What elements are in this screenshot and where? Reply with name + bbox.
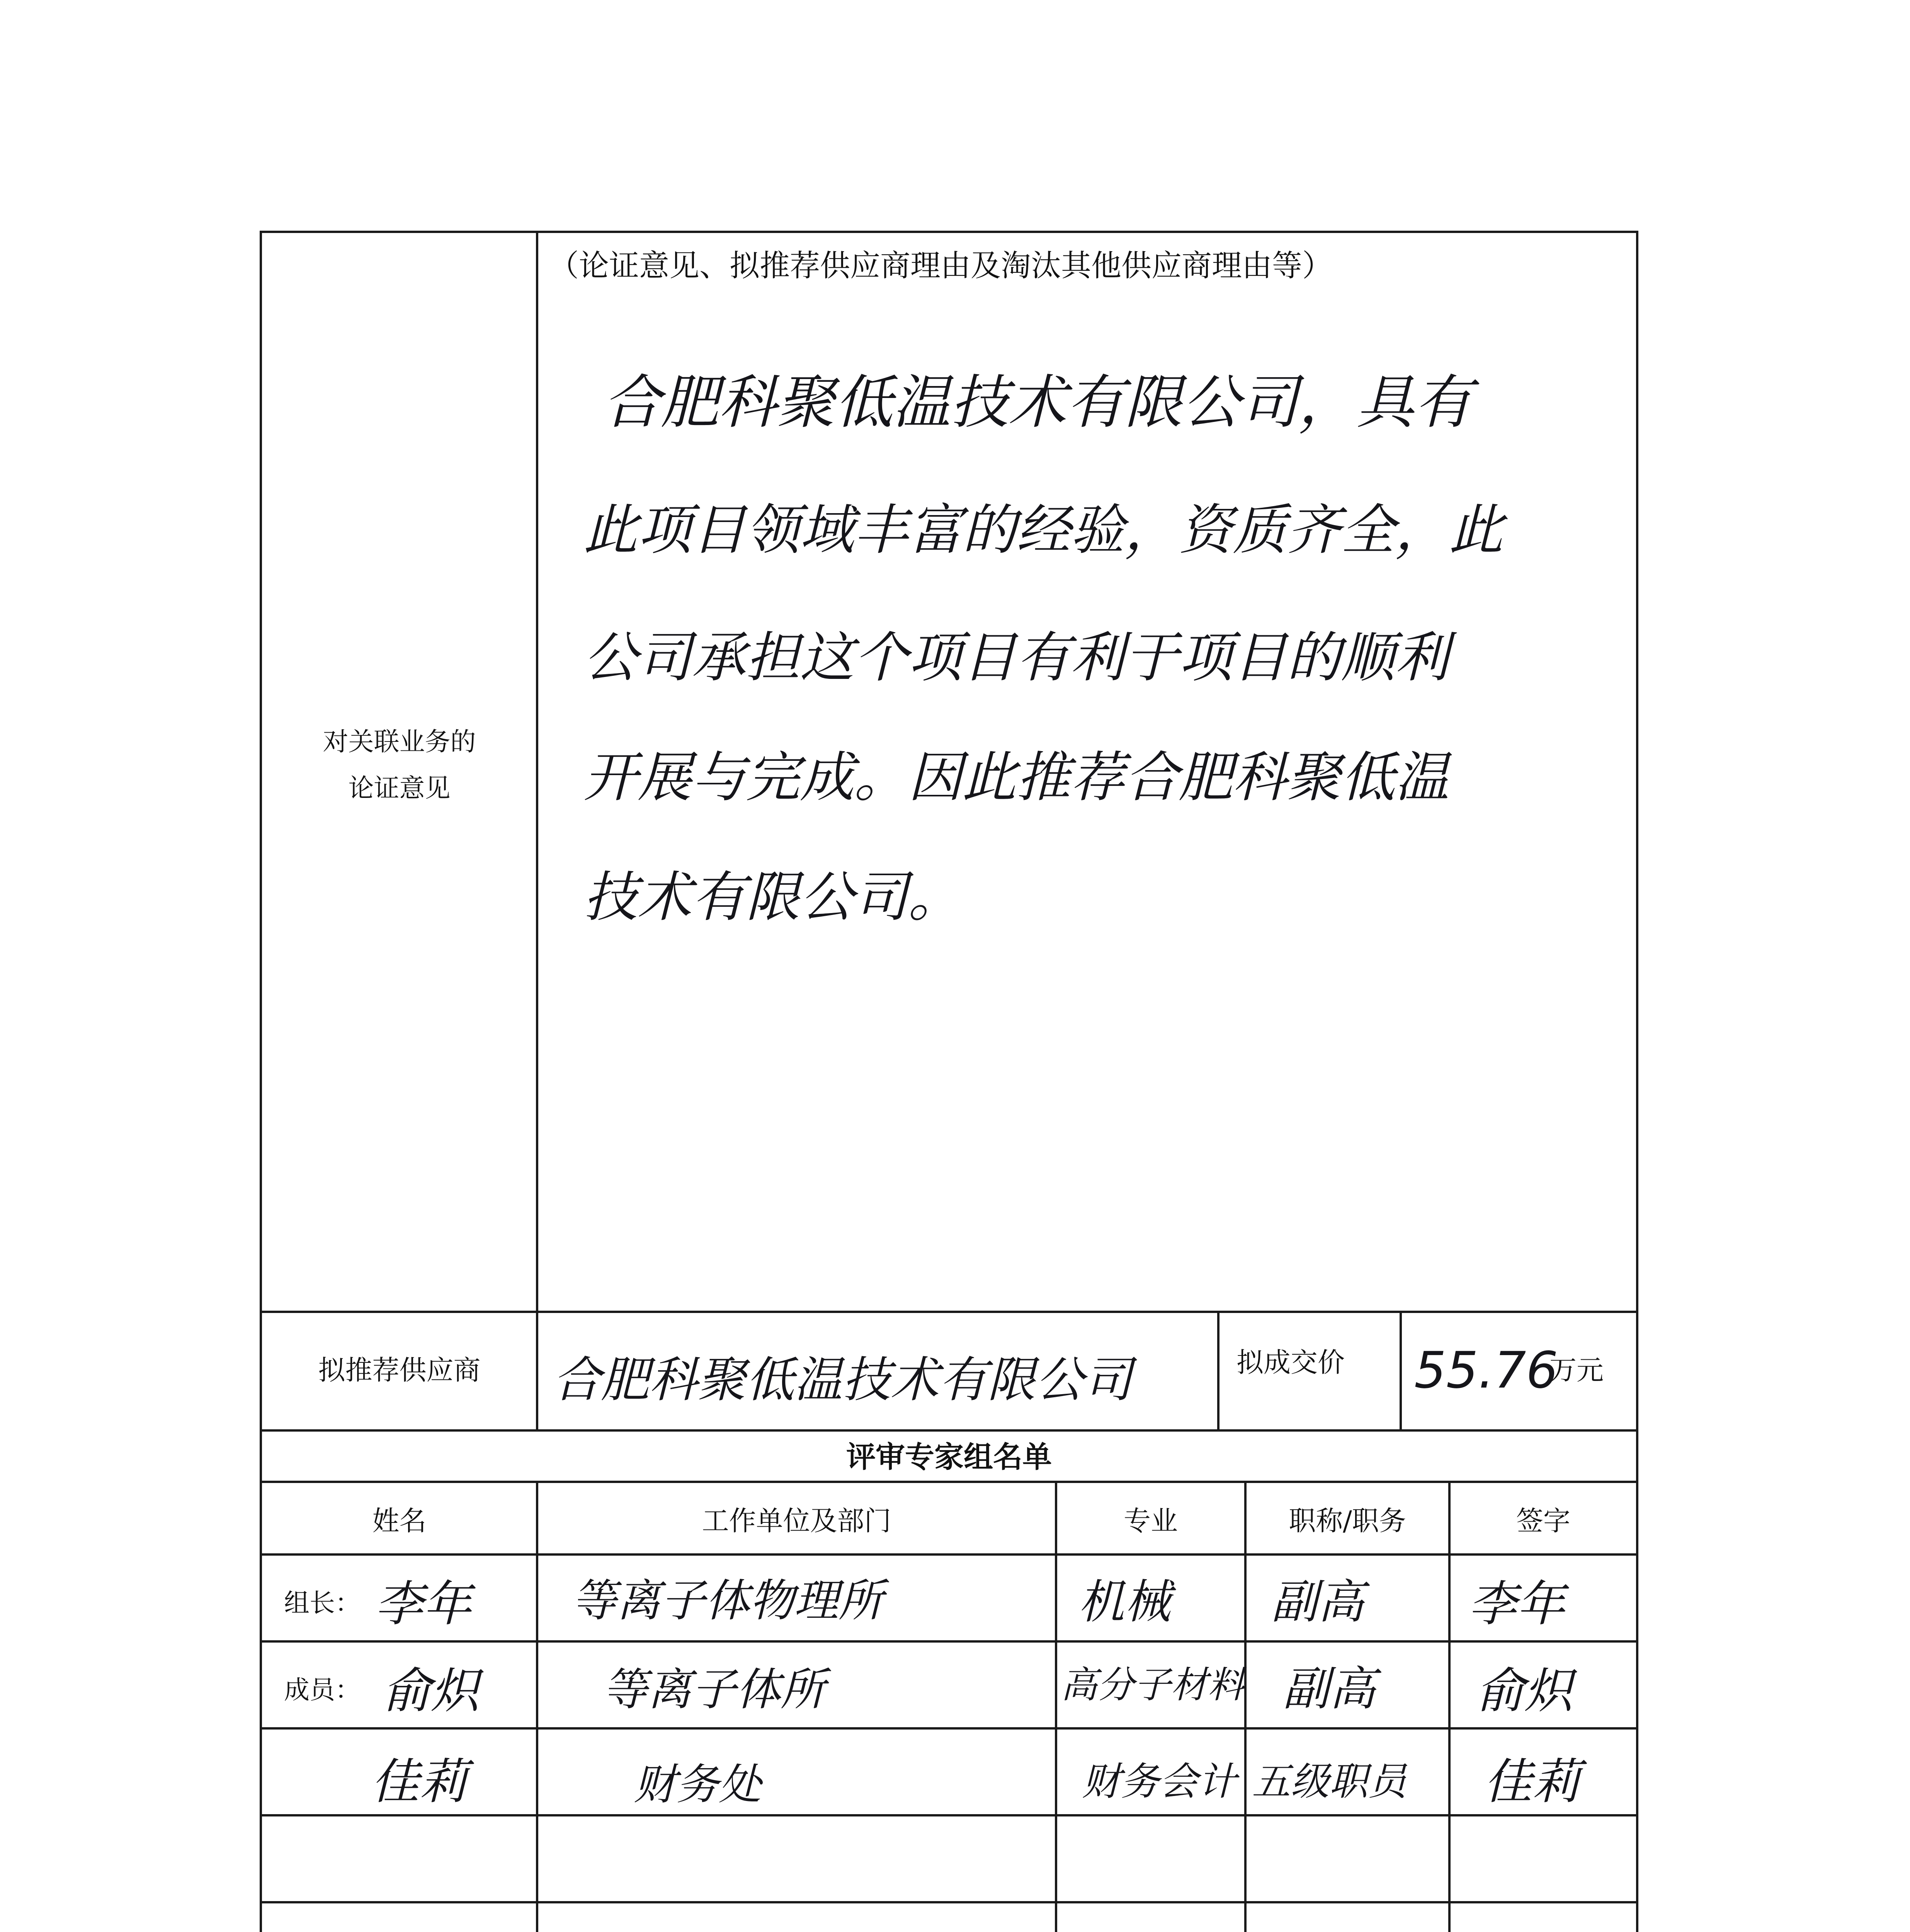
proof-line-3: 公司承担这个项目有利于项目的顺利 bbox=[583, 626, 1449, 689]
row1-name: 李年 bbox=[375, 1576, 471, 1632]
row2-title: 副高 bbox=[1283, 1662, 1376, 1716]
panel-col-line-3 bbox=[1244, 1481, 1247, 1932]
recommend-divider-1 bbox=[536, 1311, 538, 1429]
panel-header-bottom-line bbox=[260, 1553, 1638, 1556]
panel-col-line-2 bbox=[1055, 1481, 1057, 1932]
header-major: 专业 bbox=[1124, 1505, 1178, 1537]
panel-row1-bottom-line bbox=[260, 1640, 1638, 1643]
proof-bottom-line bbox=[260, 1311, 1638, 1313]
proof-label-line1: 对关联业务的 bbox=[323, 727, 476, 757]
price-label: 拟成交价 bbox=[1236, 1347, 1345, 1378]
price-value: 55.76 bbox=[1414, 1341, 1558, 1400]
panel-col-line-1 bbox=[536, 1481, 538, 1932]
row1-role: 组长： bbox=[284, 1588, 361, 1618]
row1-major: 机械 bbox=[1078, 1575, 1171, 1629]
row2-name: 俞炽 bbox=[383, 1663, 479, 1719]
price-unit: 万元 bbox=[1549, 1354, 1604, 1386]
row2-role: 成员： bbox=[284, 1675, 361, 1705]
row2-sign: 俞炽 bbox=[1476, 1663, 1573, 1719]
panel-row3-bottom-line bbox=[260, 1814, 1638, 1816]
panel-row2-bottom-line bbox=[260, 1727, 1638, 1730]
proof-label-line2: 论证意见 bbox=[348, 773, 451, 803]
table-right-border bbox=[1636, 231, 1638, 1932]
recommend-divider-2 bbox=[1217, 1311, 1219, 1429]
panel-title: 评审专家组名单 bbox=[846, 1440, 1052, 1474]
proof-line-4: 开展与完成。因此推荐合肥科聚低温 bbox=[583, 746, 1449, 809]
proof-line-2: 此项目领域丰富的经验，资质齐全，此 bbox=[583, 499, 1504, 562]
proof-divider bbox=[536, 231, 538, 1311]
recommend-supplier: 合肥科聚低温技术有限公司 bbox=[553, 1352, 1132, 1408]
table-top-border bbox=[260, 231, 1638, 233]
proof-line-5: 技术有限公司。 bbox=[583, 866, 963, 929]
recommend-label: 拟推荐供应商 bbox=[318, 1354, 481, 1386]
row2-unit: 等离子体所 bbox=[603, 1664, 825, 1716]
row3-title: 五级职员 bbox=[1252, 1759, 1407, 1804]
header-sign: 签字 bbox=[1516, 1505, 1570, 1537]
proof-label bbox=[263, 719, 536, 811]
proof-line-1: 合肥科聚低温技术有限公司，具有 bbox=[603, 369, 1473, 436]
panel-col-line-4 bbox=[1448, 1481, 1451, 1932]
proof-hint: （论证意见、拟推荐供应商理由及淘汰其他供应商理由等） bbox=[549, 248, 1333, 283]
row1-sign: 李年 bbox=[1468, 1576, 1565, 1632]
header-name: 姓名 bbox=[372, 1505, 427, 1537]
panel-title-bottom-line bbox=[260, 1481, 1638, 1483]
header-unit: 工作单位及部门 bbox=[702, 1505, 891, 1537]
recommend-bottom-line bbox=[260, 1429, 1638, 1432]
row3-name: 佳莉 bbox=[371, 1754, 468, 1810]
row2-major: 高分子材料 bbox=[1061, 1664, 1245, 1706]
row3-unit: 财务处 bbox=[634, 1760, 761, 1809]
recommend-divider-3 bbox=[1400, 1311, 1402, 1429]
table-left-border bbox=[260, 231, 262, 1932]
row1-unit: 等离子体物理所 bbox=[572, 1575, 883, 1627]
row1-title: 副高 bbox=[1271, 1575, 1364, 1629]
row3-major: 财务会计 bbox=[1082, 1759, 1236, 1804]
header-title: 职称/职务 bbox=[1289, 1505, 1406, 1537]
row3-sign: 佳莉 bbox=[1484, 1754, 1580, 1810]
panel-row4-bottom-line bbox=[260, 1901, 1638, 1903]
